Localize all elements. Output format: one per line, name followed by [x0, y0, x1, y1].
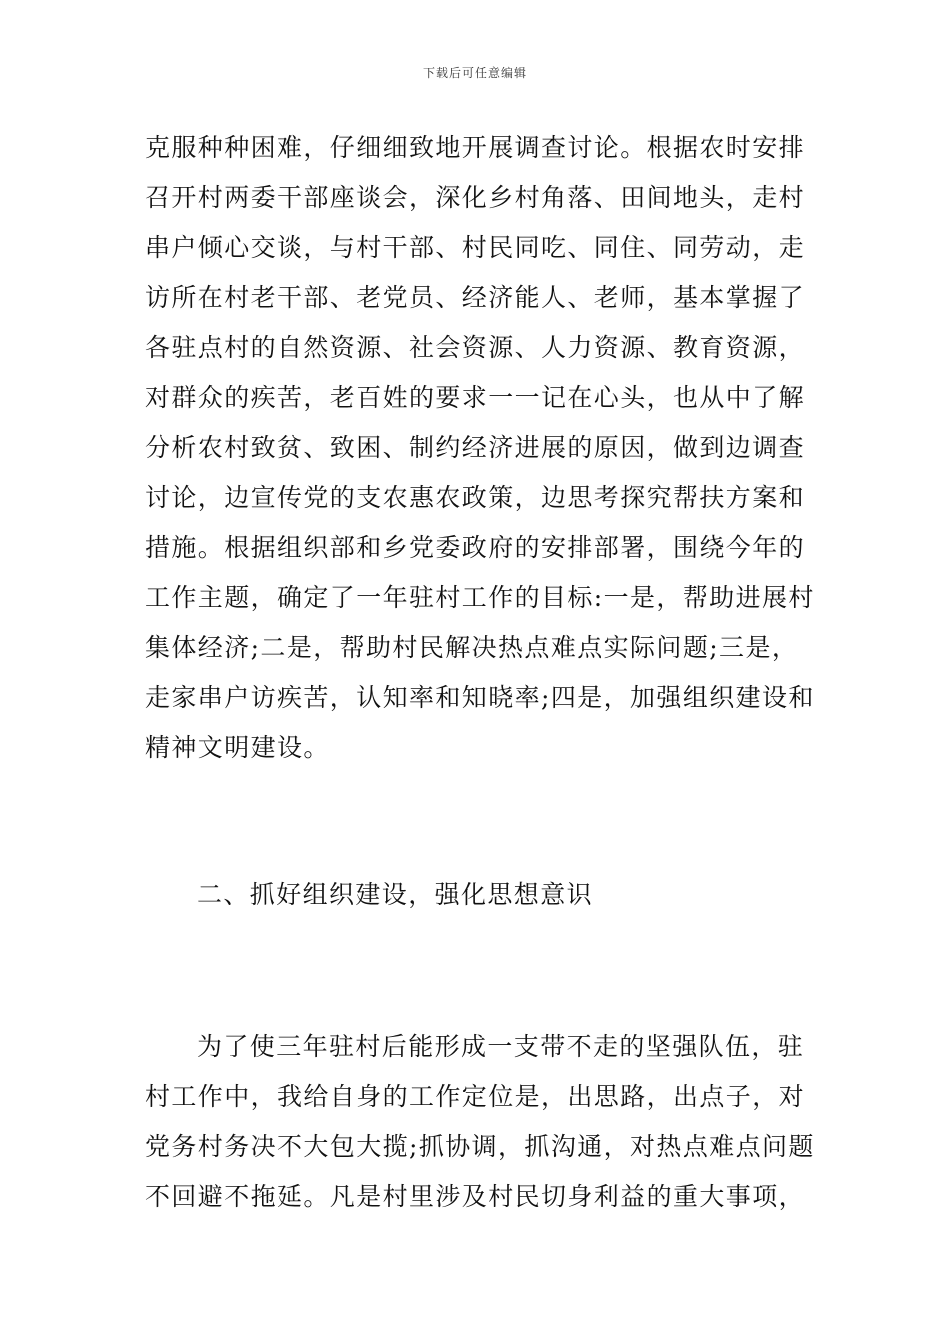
section-heading: 二、抓好组织建设，强化思想意识: [197, 880, 594, 909]
paragraph-line: 精神文明建设。: [145, 733, 330, 762]
paragraph-line: 访所在村老干部、老党员、经济能人、老师，基本掌握了: [145, 283, 806, 312]
paragraph-line: 各驻点村的自然资源、社会资源、人力资源、教育资源，: [145, 333, 806, 362]
paragraph-line: 走家串户访疾苦，认知率和知晓率;四是，加强组织建设和: [145, 683, 815, 712]
paragraph-line: 分析农村致贫、致困、制约经济进展的原因，做到边调查: [145, 433, 806, 462]
paragraph-line: 对群众的疾苦，老百姓的要求一一记在心头，也从中了解: [145, 383, 806, 412]
page-header: 下载后可任意编辑: [422, 66, 527, 80]
paragraph-line: 不回避不拖延。凡是村里涉及村民切身利益的重大事项，: [145, 1182, 806, 1211]
paragraph-line: 村工作中，我给自身的工作定位是，出思路，出点子，对: [145, 1082, 806, 1111]
paragraph-line: 党务村务决不大包大揽;抓协调，抓沟通，对热点难点问题: [145, 1132, 815, 1161]
paragraph-line: 串户倾心交谈，与村干部、村民同吃、同住、同劳动，走: [145, 233, 806, 262]
paragraph-line: 讨论，边宣传党的支农惠农政策，边思考探究帮扶方案和: [145, 483, 806, 512]
paragraph-line: 工作主题，确定了一年驻村工作的目标:一是，帮助进展村: [145, 583, 815, 612]
paragraph-line: 克服种种困难，仔细细致地开展调查讨论。根据农时安排: [145, 133, 806, 162]
paragraph-line: 为了使三年驻村后能形成一支带不走的坚强队伍，驻: [197, 1032, 805, 1061]
paragraph-line: 集体经济;二是，帮助村民解决热点难点实际问题;三是，: [145, 633, 799, 662]
paragraph-line: 措施。根据组织部和乡党委政府的安排部署，围绕今年的: [145, 533, 806, 562]
paragraph-line: 召开村两委干部座谈会，深化乡村角落、田间地头，走村: [145, 183, 806, 212]
